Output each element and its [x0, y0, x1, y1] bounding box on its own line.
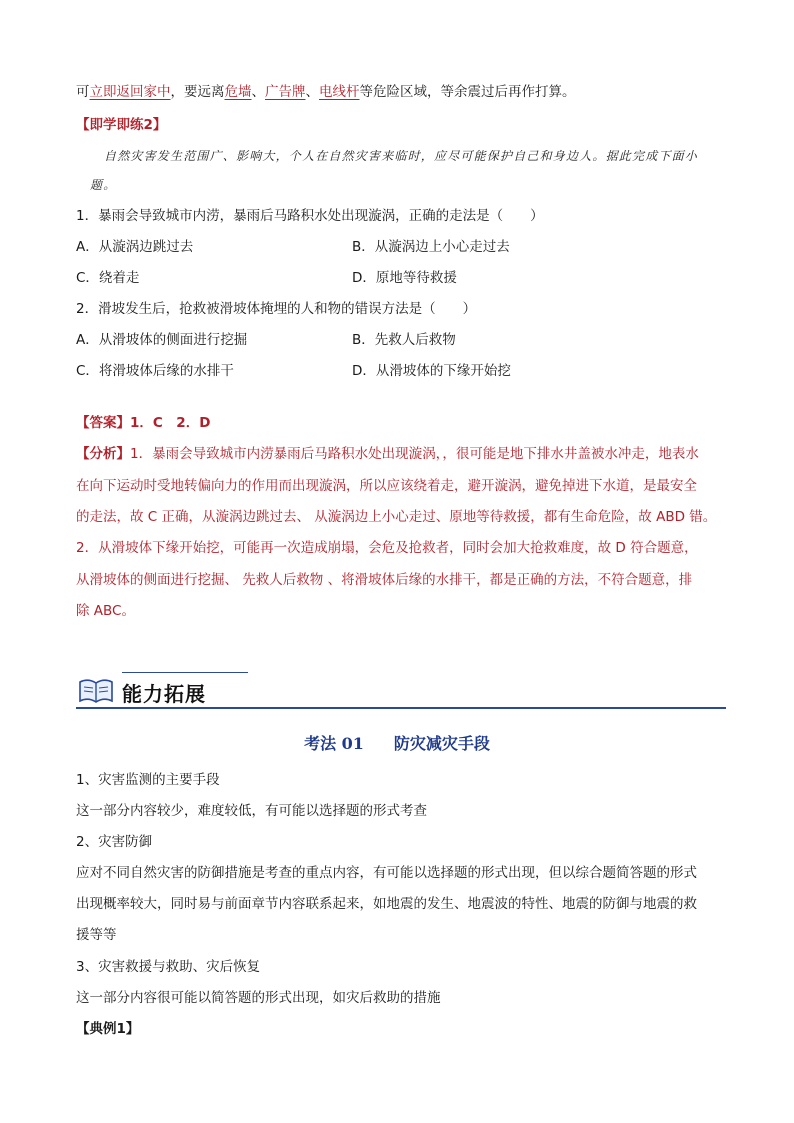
kaofa-title — [0, 731, 794, 754]
analysis-line-3: 的走法，故 C 正确，从漩涡边跳过去、 从漩涡边上小心走过、原地等待救援，都有生命危险，故 ABD 错。 — [76, 509, 717, 525]
q1-option-a: A．从漩涡边跳过去 — [76, 239, 194, 255]
answer-text: 1．C 2．D — [130, 415, 211, 431]
continuation-line — [76, 82, 576, 102]
text-fragment: 可 — [76, 84, 90, 100]
body-paragraph-1: 这一部分内容较少，难度较低，有可能以选择题的形式考查 — [76, 803, 427, 819]
analysis-line-1 — [76, 444, 699, 464]
kaofa-number: 考法 01 — [304, 734, 364, 753]
q1-option-d: D．原地等待救援 — [352, 270, 457, 286]
question-1-stem: 1．暴雨会导致城市内涝，暴雨后马路积水处出现漩涡，正确的走法是（ ） — [76, 208, 544, 224]
body-paragraph-2-line-1: 应对不同自然灾害的防御措施是考查的重点内容，有可能以选择题的形式出现，但以综合题简答题的形式 — [76, 865, 697, 881]
body-heading-3: 3、灾害救援与救助、灾后恢复 — [76, 959, 261, 975]
q2-option-c: C．将滑坡体后缘的水排干 — [76, 363, 234, 379]
heading-bottom-rule — [76, 707, 726, 709]
q2-option-a: A．从滑坡体的侧面进行挖掘 — [76, 332, 248, 348]
keyword-dangerous-wall: 危墙 — [224, 84, 252, 100]
body-paragraph-3: 这一部分内容很可能以简答题的形式出现，如灾后救助的措施 — [76, 990, 441, 1006]
section-heading — [76, 668, 726, 710]
keyword-utility-pole: 电线杆 — [319, 84, 360, 100]
question-2-stem: 2．滑坡发生后，抢救被滑坡体掩埋的人和物的错误方法是（ ） — [76, 301, 477, 317]
body-paragraph-2-line-2: 出现概率较大，同时易与前面章节内容联系起来，如地震的发生、地震波的特性、地震的防御与地震的救 — [76, 896, 697, 912]
analysis-line-4: 2．从滑坡体下缘开始挖，可能再一次造成崩塌，会危及抢救者，同时会加大抢救难度，故 D 符合题意， — [76, 540, 698, 556]
intro-line-1: 自然灾害发生范围广、影响大，个人在自然灾害来临时，应尽可能保护自己和身边人。据此完成下面小 — [104, 149, 699, 163]
text-fragment: 等危险区域，等余震过后再作打算。 — [359, 84, 576, 100]
open-book-icon — [78, 676, 114, 704]
q2-option-b: B．先救人后救物 — [352, 332, 456, 348]
body-heading-2: 2、灾害防御 — [76, 834, 153, 850]
body-heading-1: 1、灾害监测的主要手段 — [76, 772, 220, 788]
answer-line — [76, 413, 210, 433]
q1-option-b: B．从漩涡边上小心走过去 — [352, 239, 510, 255]
text-fragment: ，要远离 — [170, 84, 225, 100]
kaofa-title-text: 防灾减灾手段 — [393, 734, 490, 753]
section-heading-text: 能力拓展 — [122, 682, 206, 706]
body-paragraph-2-line-3: 援等等 — [76, 927, 117, 943]
q2-option-d: D．从滑坡体的下缘开始挖 — [352, 363, 511, 379]
heading-top-rule — [122, 672, 248, 673]
keyword-billboard: 广告牌 — [265, 84, 306, 100]
text-fragment: 、 — [251, 84, 265, 100]
analysis-line-5: 从滑坡体的侧面进行挖掘、 先救人后救物 、将滑坡体后缘的水排干，都是正确的方法，不符合题意，排 — [76, 572, 693, 588]
example-label: 【典例1】 — [76, 1021, 140, 1037]
analysis-text: 1．暴雨会导致城市内涝暴雨后马路积水处出现漩涡，，很可能是地下排水井盖被水冲走，地表水 — [130, 446, 699, 462]
answer-label: 【答案】 — [76, 415, 130, 431]
analysis-line-2: 在向下运动时受地转偏向力的作用而出现漩涡，所以应该绕着走，避开漩涡，避免掉进下水道，是最安全 — [76, 478, 697, 494]
practice-label: 【即学即练2】 — [76, 117, 167, 133]
analysis-label: 【分析】 — [76, 446, 130, 462]
analysis-line-6: 除 ABC。 — [76, 603, 135, 619]
intro-line-2: 题。 — [90, 178, 117, 192]
q1-option-c: C．绕着走 — [76, 270, 140, 286]
keyword-return-home: 立即返回家中 — [89, 84, 171, 100]
text-fragment: 、 — [305, 84, 319, 100]
